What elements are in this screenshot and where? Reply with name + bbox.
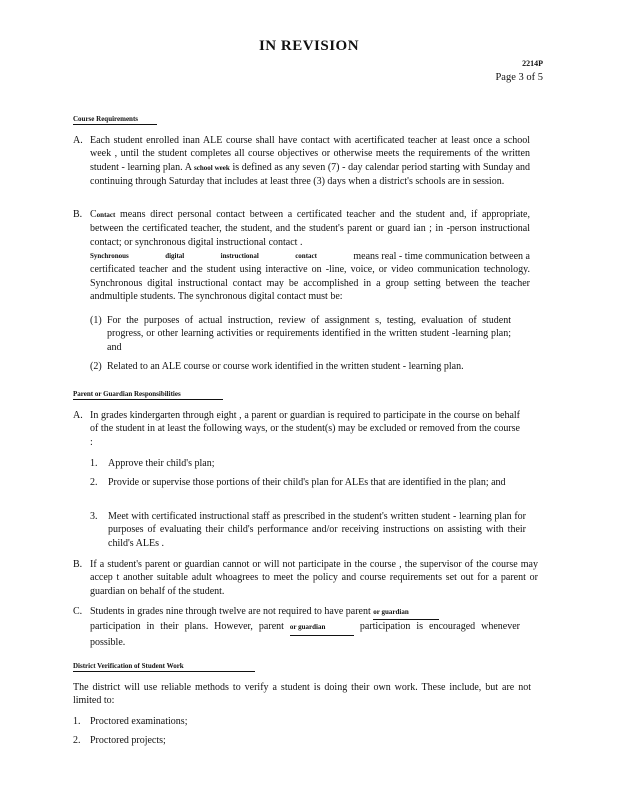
page-number: Page 3 of 5 bbox=[495, 72, 543, 83]
district-verification-intro: The district will use reliable methods to verify a student is doing their own work. These include, but are not limited to: bbox=[73, 682, 531, 707]
item-label: B. bbox=[73, 559, 83, 570]
parent-responsibility-a: In grades kindergarten through eight , a parent or guardian is required to participate in the course on behalf of the student in at least the following ways, or the student(s) may be excluded or removed from the course : bbox=[90, 410, 520, 448]
list-item-label: 1. bbox=[73, 716, 81, 727]
item-label: C. bbox=[73, 606, 83, 617]
parent-responsibility-c: Students in grades nine through twelve are not required to have parent or guardian participation in their plans. However, parent or guardian participation is encouraged whenever possible. bbox=[90, 606, 520, 648]
item-label: A. bbox=[73, 135, 83, 146]
or-guardian-term: or guardian bbox=[290, 621, 354, 635]
sub-item-label: (2) bbox=[90, 361, 102, 372]
section-heading-parent-responsibilities: Parent or Guardian Responsibilities bbox=[73, 390, 223, 400]
sub-item-label: (1) bbox=[90, 315, 102, 326]
list-item-label: 2. bbox=[73, 735, 81, 746]
course-requirement-b1: For the purposes of actual instruction, review of assignment s, testing, evaluation of student progress, or other learning activities or requirements identified in the written student -learning plan; and bbox=[107, 315, 511, 353]
parent-responsibility-b: If a student's parent or guardian cannot or will not participate in the course , the supervisor of the course may accep t another suitable adult whoagrees to meet the policy and course requirements set out for a parent or guardian on behalf of the student. bbox=[90, 559, 538, 597]
sub-item-label: 1. bbox=[90, 458, 98, 469]
synchronous-definition: Synchronous digital instructional contact means real - time communication between a certificated teacher and the student using interactive on -line, voice, or video communication technology. Synchronous digital instructional contact may be accomplished in a group setting between the teacher andmultiple students. The synchronous digital contact must be: bbox=[90, 251, 530, 303]
school-week-term: school week bbox=[194, 163, 230, 172]
course-requirement-b: Contact means direct personal contact between a certificated teacher and the student and, if appropriate, between the certificated teacher, the student, and the student's parent or guard ian ; in -person instructional contact; or synchronous digital instructional contact . bbox=[90, 209, 530, 248]
course-requirement-b2: Related to an ALE course or course work identified in the written student - learning plan. bbox=[107, 361, 464, 372]
section-heading-course-requirements: Course Requirements bbox=[73, 115, 157, 125]
page-title: IN REVISION bbox=[258, 38, 360, 54]
sub-item-label: 3. bbox=[90, 511, 98, 522]
course-requirement-a: Each student enrolled inan ALE course shall have contact with acertificated teacher at least once a school week , until the student completes all course objectives or otherwise meets the requirements of the written student - learning plan. A school week is defined as any seven (7) - day calendar period starting with Sunday and continuing through Saturday that includes at least three (3) days when a district's schools are in session. bbox=[90, 135, 531, 188]
item-label: B. bbox=[73, 209, 83, 220]
sub-item-label: 2. bbox=[90, 477, 98, 488]
verification-item-2: Proctored projects; bbox=[90, 735, 166, 746]
parent-responsibility-a2: Provide or supervise those portions of their child's plan for ALEs that are identified in the plan; and bbox=[108, 477, 506, 488]
verification-item-1: Proctored examinations; bbox=[90, 716, 188, 727]
item-label: A. bbox=[73, 410, 83, 421]
or-guardian-term: or guardian bbox=[373, 606, 439, 620]
parent-responsibility-a3: Meet with certificated instructional staff as prescribed in the student's written student - learning plan for purposes of evaluating their child's performance and/or receiving instructions on assisting with their child's ALEs . bbox=[108, 511, 526, 549]
parent-responsibility-a1: Approve their child's plan; bbox=[108, 458, 215, 469]
section-heading-district-verification: District Verification of Student Work bbox=[73, 662, 255, 672]
document-number: 2214P bbox=[522, 59, 543, 68]
